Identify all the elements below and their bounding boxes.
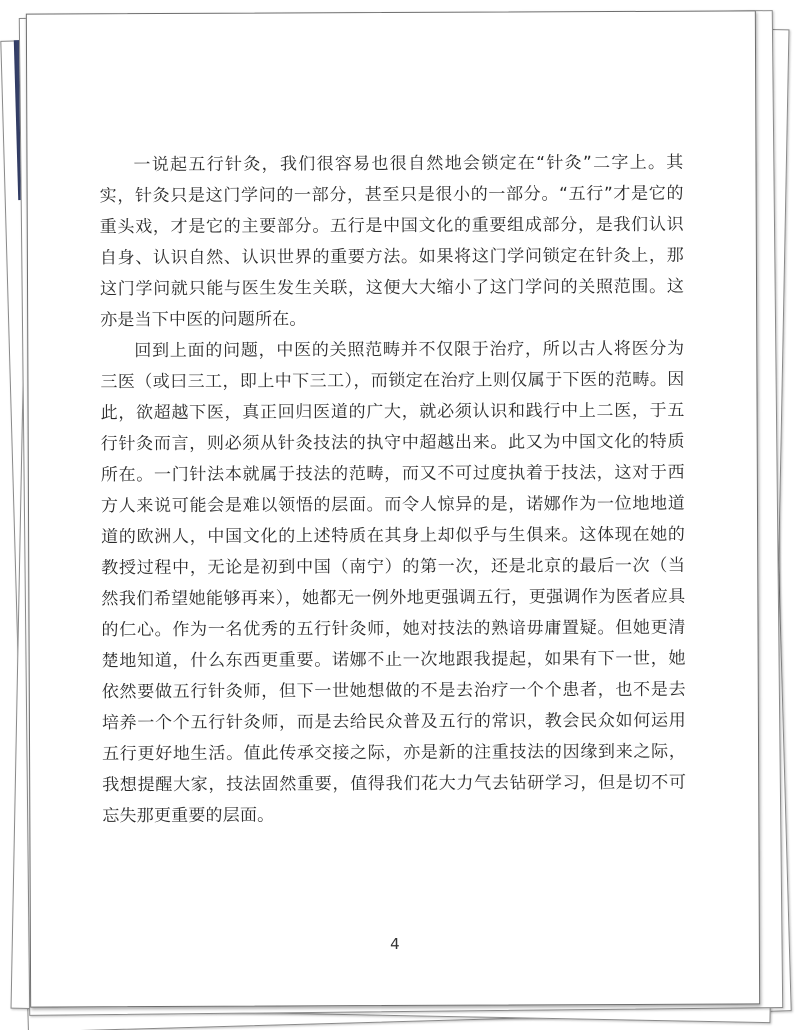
body-text xyxy=(99,148,686,833)
document-page xyxy=(26,10,760,1007)
paragraph-2: 回到上面的问题，中医的关照范畴并不仅限于治疗，所以古人将医分为三医（或曰三工，即上中下三工），而锁定在治疗上则仅属于下医的范畴。因此，欲超越下医，真正回归医道的广大，就必须认识和践行中上二医，于五行针灸而言，则必须从针灸技法的执守中超越出来。此又为中国文化的特质所在。一门针法本就属于技法的范畴，而又不可过度执着于技法，这对于西方人来说可能会是难以领悟的层面。而令人惊异的是，诺娜作为一位地地道道的欧洲人，中国文化的上述特质在其身上却似乎与生俱来。这体现在她的教授过程中，无论是初到中国（南宁）的第一次，还是北京的最后一次（当然我们希望她能够再来），她都无一例外地更强调五行，更强调作为医者应具的仁心。作为一名优秀的五行针灸师，她对技法的熟谙毋庸置疑。但她更清楚地知道，什么东西更重要。诺娜不止一次地跟我提起，如果有下一世，她依然要做五行针灸师，但下一世她想做的不是去治疗一个个患者，也不是去培养一个个五行针灸师，而是去给民众普及五行的常识，教会民众如何运用五行更好地生活。值此传承交接之际，亦是新的注重技法的因缘到来之际，我想提醒大家，技法固然重要，值得我们花大力气去钻研学习，但是切不可忘失那更重要的层面。 xyxy=(100,338,687,827)
page-number: 4 xyxy=(390,934,400,954)
paragraph-1: 一说起五行针灸，我们很容易也很自然地会锁定在“针灸”二字上。其实，针灸只是这门学问的一部分，甚至只是很小的一部分。“五行”才是它的重头戏，才是它的主要部分。五行是中国文化的重要组成部分，是我们认识自身、认识自然、认识世界的重要方法。如果将这门学问锁定在针灸上，那这门学问就只能与医生发生关联，这便大大缩小了这门学问的关照范围。这亦是当下中医的问题所在。 xyxy=(99,152,685,331)
